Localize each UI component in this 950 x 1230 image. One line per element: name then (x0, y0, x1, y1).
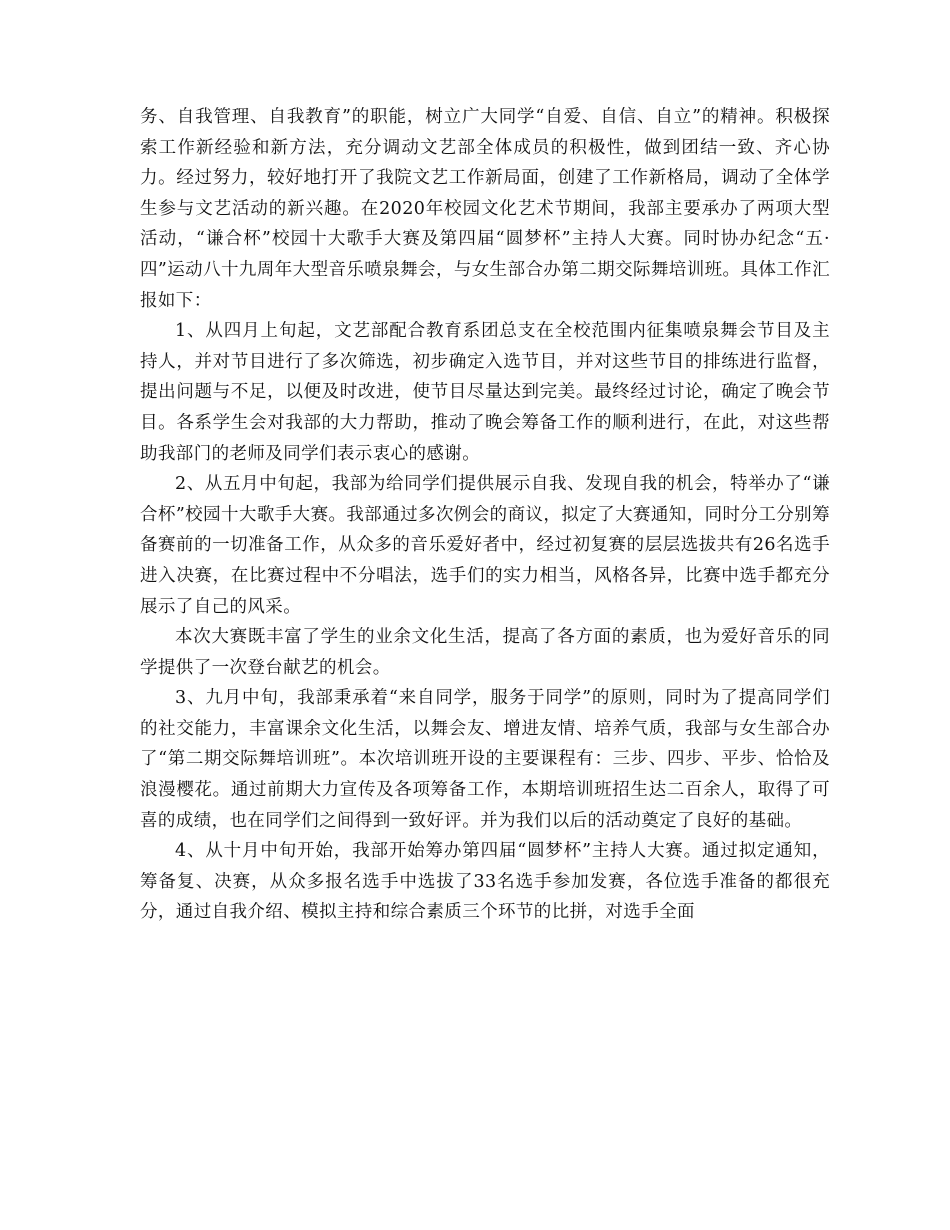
document-body (140, 102, 830, 928)
paragraph-contest-summary: 本次大赛既丰富了学生的业余文化生活，提高了各方面的素质，也为爱好音乐的同学提供了一次登台献艺的机会。 (140, 627, 830, 678)
paragraph-item-1: 1、从四月上旬起，文艺部配合教育系团总支在全校范围内征集喷泉舞会节目及主持人，并对节目进行了多次筛选，初步确定入选节目，并对这些节目的排练进行监督，提出问题与不足，以便及时改进，使节目尽量达到完美。最终经过讨论，确定了晚会节目。各系学生会对我部的大力帮助，推动了晚会筹备工作的顺利进行，在此，对这些帮助我部门的老师及同学们表示衷心的感谢。 (140, 321, 830, 464)
paragraph-item-4: 4、从十月中旬开始，我部开始筹办第四届“圆梦杯”主持人大赛。通过拟定通知，筹备复、决赛，从众多报名选手中选拔了33名选手参加发赛，各位选手准备的都很充分，通过自我介绍、模拟主持和综合素质三个环节的比拼，对选手全面 (140, 841, 830, 923)
paragraph-intro: 务、自我管理、自我教育”的职能，树立广大同学“自爱、自信、自立”的精神。积极探索工作新经验和新方法，充分调动文艺部全体成员的积极性，做到团结一致、齐心协力。经过努力，较好地打开了我院文艺工作新局面，创建了工作新格局，调动了全体学生参与文艺活动的新兴趣。在2020年校园文化艺术节期间，我部主要承办了两项大型活动，“谦合杯”校园十大歌手大赛及第四届“圆梦杯”主持人大赛。同时协办纪念“五·四”运动八十九周年大型音乐喷泉舞会，与女生部合办第二期交际舞培训班。具体工作汇报如下： (140, 107, 830, 311)
paragraph-item-3: 3、九月中旬，我部秉承着“来自同学，服务于同学”的原则，同时为了提高同学们的社交能力，丰富课余文化生活，以舞会友、增进友情、培养气质，我部与女生部合办了“第二期交际舞培训班”。本次培训班开设的主要课程有：三步、四步、平步、恰恰及浪漫樱花。通过前期大力宣传及各项筹备工作，本期培训班招生达二百余人，取得了可喜的成绩，也在同学们之间得到一致好评。并为我们以后的活动奠定了良好的基础。 (140, 688, 830, 831)
paragraph-item-2: 2、从五月中旬起，我部为给同学们提供展示自我、发现自我的机会，特举办了“谦合杯”校园十大歌手大赛。我部通过多次例会的商议，拟定了大赛通知，同时分工分别筹备赛前的一切准备工作，从众多的音乐爱好者中，经过初复赛的层层选拔共有26名选手进入决赛，在比赛过程中不分唱法，选手们的实力相当，风格各异，比赛中选手都充分展示了自己的风采。 (140, 474, 830, 617)
